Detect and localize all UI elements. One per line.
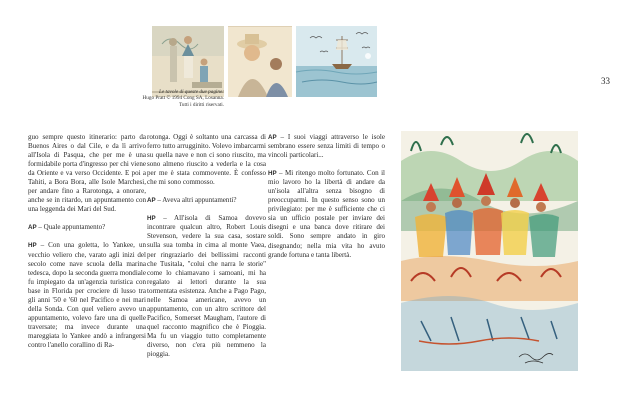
dancers-watercolor [401, 131, 578, 371]
speaker-label: HP [28, 242, 37, 250]
page-number: 33 [601, 76, 610, 86]
paragraph: HP – Mi ritengo molto fortunato. Con il mio lavoro ho la libertà di andare da un'isola all'altra senza bisogno di preoccuparmi. In questo senso sono un privilegiato: per me è sufficiente che ci sia un ufficio postale per inviare dei disegni e una banca dove ritirare dei soldi. Sono sempre andato in giro disegnando; nella mia vita ho avuto grande fortuna e tanta libertà. [268, 169, 386, 259]
caption-credit: Hugo Pratt © 1994 Cong SA, Losanna. [142, 95, 224, 102]
caption-rights: Tutti i diritti riservati. [178, 101, 224, 108]
paragraph: AP – Quale appuntamento? [28, 223, 106, 232]
panel-man-in-hat [228, 26, 292, 97]
paragraph: guo sempre questo itinerario: parto da Buenos Aires o dal Cile, e da lì arrivo all'Isola di Pasqua, che per me è una formidabile porta d'ingresso per chi viene da Oriente e va verso Occidente. E poi a Tahiti, a Bora Bora, alle Isole Marchesi, per andare fino a Rarotonga, a onorare, anche se in ritardo, un appuntamento con una leggenda dei Mari del Sud. [28, 133, 146, 214]
paragraph: rotonga. Oggi è soltanto una carcassa di ferro tutto arrugginito. Volevo imbarcarmi su quella nave e non ci sono riuscito, ma sono almeno riuscito a vederla e la cosa per me è stata commovente. È confesso che mi sono commosso. [147, 133, 266, 187]
panel-seascape [296, 26, 377, 97]
paragraph: AP – I suoi viaggi attraverso le isole sembrano essere senza limiti di tempo o vincoli particolari... [268, 133, 385, 160]
speaker-label: HP [268, 170, 277, 178]
caption-title: Le tavole di queste due pagine: [159, 89, 224, 95]
speaker-label: AP [147, 197, 156, 205]
paragraph: AP – Aveva altri appuntamenti? [147, 196, 237, 205]
text-column-1 [28, 133, 146, 350]
panel-figures-fountain [152, 26, 224, 97]
text-column-2 [147, 133, 266, 359]
watercolor-painting [401, 131, 578, 371]
speaker-label: AP [268, 134, 277, 141]
illustration-caption [120, 89, 224, 108]
watercolor-panels [152, 26, 377, 97]
speaker-label: HP [147, 215, 156, 223]
paragraph: HP – Con una goletta, lo Yankee, un vecchio veliero che, varato agli inizi del secolo come nave scuola della marina tedesca, dopo la seconda guerra mondiale fu impiegato da un'agenzia turistica con base in Florida per crociere di lusso tra gli anni '50 e '60 nel Pacifico e nei mari della Sonda. Con quel veliero avevo un appuntamento, volevo fare una di quelle traversate; ma invece durante una mareggiata lo Yankee andò a infrangersi contro l'anello corallino di Ra- [28, 241, 147, 349]
speaker-label: AP [28, 224, 37, 232]
illustration-strip [152, 26, 377, 97]
paragraph: HP – All'isola di Samoa dovevo incontrare qualcun altro, Robert Louis Stevenson, vedere la sua casa, sostare sulla sua tomba in cima al monte Vaea, per ringraziarlo dei bellissimi racconti che Tusitala, "colui che narra le storie" come lo chiamavano i samoani, mi ha regalato ai lettori durante la sua tormentata esistenza. Anche a Pago Pago, nelle Samoa americane, avevo un appuntamento, con un altro scrittore del Pacifico, Somerset Maugham, l'autore di quel racconto magnifico che è Pioggia. Ma fu un viaggio tutto completamente diverso, non c'era più nemmeno la pioggia. [147, 214, 266, 359]
text-column-3 [268, 133, 385, 260]
